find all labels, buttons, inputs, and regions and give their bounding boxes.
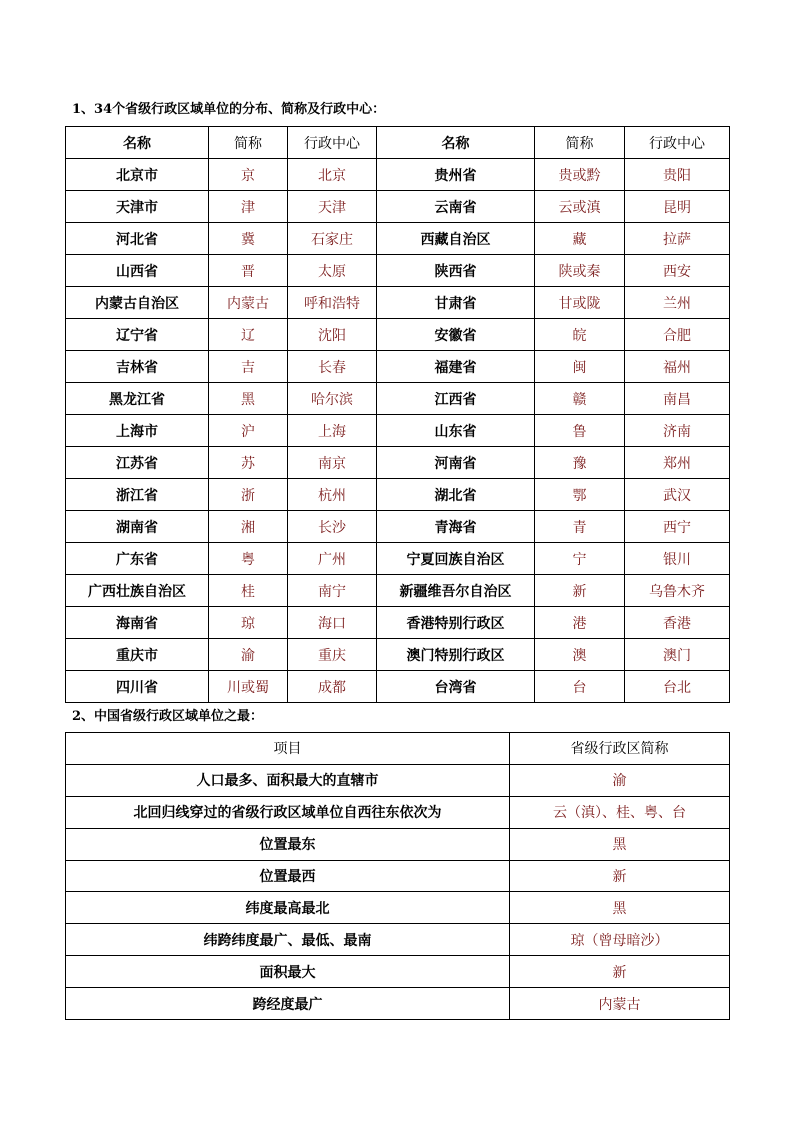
- table-row: [66, 988, 730, 1020]
- province-abbr-cell: 沪: [209, 415, 288, 447]
- superlative-item-cell: 纬跨纬度最广、最低、最南: [66, 924, 510, 956]
- province-name-cell: 新疆维吾尔自治区: [377, 575, 535, 607]
- province-name-cell: 湖南省: [66, 511, 209, 543]
- province-capital-cell: 长春: [288, 351, 377, 383]
- header-abbr: 简称: [535, 127, 625, 159]
- header-abbr: 简称: [209, 127, 288, 159]
- superlative-abbr-cell: 云（滇）、桂、粤、台: [510, 796, 730, 828]
- table-row: [66, 223, 730, 255]
- table-row: [66, 607, 730, 639]
- province-name-cell: 宁夏回族自治区: [377, 543, 535, 575]
- province-capital-cell: 昆明: [625, 191, 730, 223]
- table-row: [66, 159, 730, 191]
- province-name-cell: 内蒙古自治区: [66, 287, 209, 319]
- province-abbr-cell: 藏: [535, 223, 625, 255]
- province-capital-cell: 上海: [288, 415, 377, 447]
- province-name-cell: 海南省: [66, 607, 209, 639]
- table-row: [66, 575, 730, 607]
- province-capital-cell: 太原: [288, 255, 377, 287]
- province-abbr-cell: 陕或秦: [535, 255, 625, 287]
- province-capital-cell: 沈阳: [288, 319, 377, 351]
- table-row: [66, 511, 730, 543]
- province-abbr-cell: 渝: [209, 639, 288, 671]
- province-name-cell: 四川省: [66, 671, 209, 703]
- province-name-cell: 湖北省: [377, 479, 535, 511]
- province-name-cell: 黑龙江省: [66, 383, 209, 415]
- superlatives-table: [65, 732, 730, 1020]
- province-abbr-cell: 黑: [209, 383, 288, 415]
- province-capital-cell: 乌鲁木齐: [625, 575, 730, 607]
- province-capital-cell: 台北: [625, 671, 730, 703]
- province-name-cell: 天津市: [66, 191, 209, 223]
- province-abbr-cell: 赣: [535, 383, 625, 415]
- table-row: [66, 319, 730, 351]
- province-abbr-cell: 贵或黔: [535, 159, 625, 191]
- province-capital-cell: 海口: [288, 607, 377, 639]
- province-capital-cell: 南京: [288, 447, 377, 479]
- table-row: [66, 479, 730, 511]
- province-capital-cell: 香港: [625, 607, 730, 639]
- province-abbr-cell: 浙: [209, 479, 288, 511]
- province-capital-cell: 郑州: [625, 447, 730, 479]
- header-capital: 行政中心: [625, 127, 730, 159]
- province-abbr-cell: 吉: [209, 351, 288, 383]
- province-name-cell: 重庆市: [66, 639, 209, 671]
- superlative-item-cell: 人口最多、面积最大的直辖市: [66, 764, 510, 796]
- province-abbr-cell: 豫: [535, 447, 625, 479]
- province-abbr-cell: 闽: [535, 351, 625, 383]
- province-name-cell: 福建省: [377, 351, 535, 383]
- province-name-cell: 广东省: [66, 543, 209, 575]
- province-abbr-cell: 新: [535, 575, 625, 607]
- table-row: [66, 671, 730, 703]
- table-row: [66, 383, 730, 415]
- province-capital-cell: 银川: [625, 543, 730, 575]
- province-capital-cell: 福州: [625, 351, 730, 383]
- province-capital-cell: 天津: [288, 191, 377, 223]
- province-name-cell: 云南省: [377, 191, 535, 223]
- province-name-cell: 江苏省: [66, 447, 209, 479]
- province-abbr-cell: 桂: [209, 575, 288, 607]
- province-abbr-cell: 鄂: [535, 479, 625, 511]
- province-capital-cell: 呼和浩特: [288, 287, 377, 319]
- province-capital-cell: 南昌: [625, 383, 730, 415]
- province-abbr-cell: 辽: [209, 319, 288, 351]
- province-abbr-cell: 晋: [209, 255, 288, 287]
- province-abbr-cell: 内蒙古: [209, 287, 288, 319]
- superlative-abbr-cell: 渝: [510, 764, 730, 796]
- table-row: [66, 543, 730, 575]
- province-name-cell: 台湾省: [377, 671, 535, 703]
- province-abbr-cell: 粤: [209, 543, 288, 575]
- province-name-cell: 吉林省: [66, 351, 209, 383]
- province-capital-cell: 武汉: [625, 479, 730, 511]
- province-name-cell: 青海省: [377, 511, 535, 543]
- superlative-abbr-cell: 黑: [510, 892, 730, 924]
- province-abbr-cell: 宁: [535, 543, 625, 575]
- superlative-abbr-cell: 新: [510, 860, 730, 892]
- province-capital-cell: 杭州: [288, 479, 377, 511]
- table-row: [66, 191, 730, 223]
- province-table-header: [66, 127, 730, 159]
- province-capital-cell: 长沙: [288, 511, 377, 543]
- province-capital-cell: 南宁: [288, 575, 377, 607]
- province-name-cell: 辽宁省: [66, 319, 209, 351]
- table-row: [66, 828, 730, 860]
- province-name-cell: 香港特别行政区: [377, 607, 535, 639]
- province-table: [65, 126, 730, 703]
- province-name-cell: 浙江省: [66, 479, 209, 511]
- table-row: [66, 639, 730, 671]
- province-capital-cell: 拉萨: [625, 223, 730, 255]
- province-abbr-cell: 甘或陇: [535, 287, 625, 319]
- table-row: [66, 287, 730, 319]
- province-abbr-cell: 湘: [209, 511, 288, 543]
- province-capital-cell: 石家庄: [288, 223, 377, 255]
- province-name-cell: 澳门特别行政区: [377, 639, 535, 671]
- table-row: [66, 764, 730, 796]
- table-row: [66, 796, 730, 828]
- section1-heading: 1、34个省级行政区域单位的分布、简称及行政中心：: [72, 102, 386, 117]
- superlatives-table-header: [66, 733, 730, 765]
- province-capital-cell: 西宁: [625, 511, 730, 543]
- superlative-item-cell: 面积最大: [66, 956, 510, 988]
- table-row: [66, 956, 730, 988]
- table-row: [66, 415, 730, 447]
- province-capital-cell: 哈尔滨: [288, 383, 377, 415]
- superlative-abbr-cell: 黑: [510, 828, 730, 860]
- province-abbr-cell: 青: [535, 511, 625, 543]
- province-capital-cell: 重庆: [288, 639, 377, 671]
- province-abbr-cell: 澳: [535, 639, 625, 671]
- superlative-item-cell: 跨经度最广: [66, 988, 510, 1020]
- province-abbr-cell: 津: [209, 191, 288, 223]
- province-name-cell: 广西壮族自治区: [66, 575, 209, 607]
- province-name-cell: 河北省: [66, 223, 209, 255]
- province-name-cell: 河南省: [377, 447, 535, 479]
- province-capital-cell: 合肥: [625, 319, 730, 351]
- province-name-cell: 西藏自治区: [377, 223, 535, 255]
- province-abbr-cell: 鲁: [535, 415, 625, 447]
- province-capital-cell: 西安: [625, 255, 730, 287]
- province-name-cell: 上海市: [66, 415, 209, 447]
- superlative-item-cell: 纬度最高最北: [66, 892, 510, 924]
- province-abbr-cell: 京: [209, 159, 288, 191]
- province-abbr-cell: 台: [535, 671, 625, 703]
- province-capital-cell: 济南: [625, 415, 730, 447]
- province-name-cell: 贵州省: [377, 159, 535, 191]
- province-name-cell: 山西省: [66, 255, 209, 287]
- header-name: 名称: [377, 127, 535, 159]
- table-row: [66, 255, 730, 287]
- province-name-cell: 江西省: [377, 383, 535, 415]
- superlative-abbr-cell: 内蒙古: [510, 988, 730, 1020]
- province-capital-cell: 澳门: [625, 639, 730, 671]
- table-row: [66, 447, 730, 479]
- province-name-cell: 陕西省: [377, 255, 535, 287]
- province-capital-cell: 广州: [288, 543, 377, 575]
- province-abbr-cell: 琼: [209, 607, 288, 639]
- table-row: [66, 351, 730, 383]
- table-row: [66, 860, 730, 892]
- superlative-abbr-cell: 琼（曾母暗沙）: [510, 924, 730, 956]
- province-capital-cell: 成都: [288, 671, 377, 703]
- header-name: 名称: [66, 127, 209, 159]
- header-abbr: 省级行政区简称: [510, 733, 730, 765]
- table-row: [66, 892, 730, 924]
- superlative-abbr-cell: 新: [510, 956, 730, 988]
- superlative-item-cell: 位置最东: [66, 828, 510, 860]
- table-row: [66, 924, 730, 956]
- province-capital-cell: 贵阳: [625, 159, 730, 191]
- province-name-cell: 安徽省: [377, 319, 535, 351]
- header-item: 项目: [66, 733, 510, 765]
- superlative-item-cell: 北回归线穿过的省级行政区域单位自西往东依次为: [66, 796, 510, 828]
- section2-heading: 2、中国省级行政区域单位之最：: [72, 709, 264, 724]
- province-abbr-cell: 云或滇: [535, 191, 625, 223]
- province-abbr-cell: 川或蜀: [209, 671, 288, 703]
- province-name-cell: 甘肃省: [377, 287, 535, 319]
- province-name-cell: 山东省: [377, 415, 535, 447]
- province-abbr-cell: 苏: [209, 447, 288, 479]
- province-capital-cell: 北京: [288, 159, 377, 191]
- province-abbr-cell: 港: [535, 607, 625, 639]
- province-name-cell: 北京市: [66, 159, 209, 191]
- header-capital: 行政中心: [288, 127, 377, 159]
- province-abbr-cell: 冀: [209, 223, 288, 255]
- superlative-item-cell: 位置最西: [66, 860, 510, 892]
- province-abbr-cell: 皖: [535, 319, 625, 351]
- province-capital-cell: 兰州: [625, 287, 730, 319]
